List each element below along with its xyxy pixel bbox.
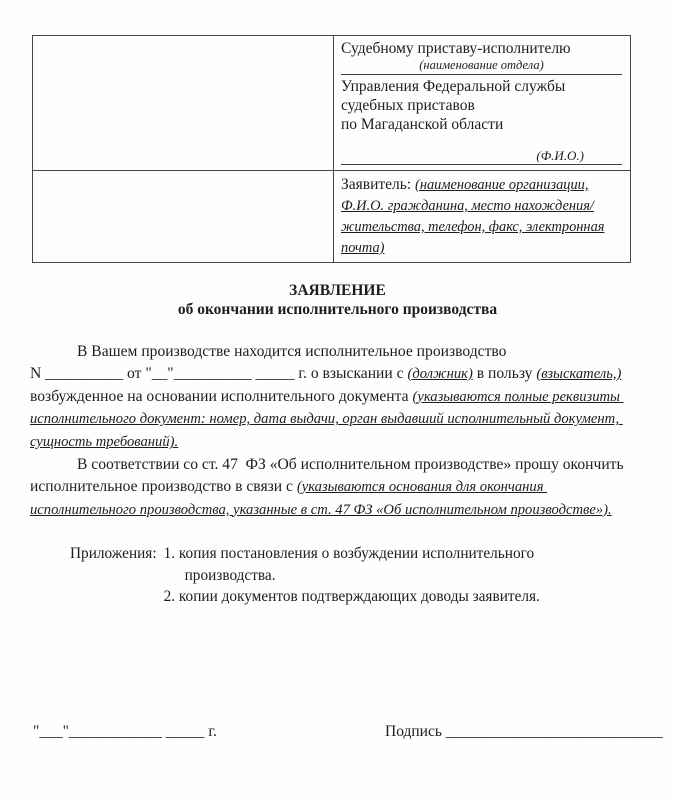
document-title [0, 281, 675, 319]
p1-intro: В Вашем производстве находится исполнительное производство [77, 343, 507, 360]
claimant-hint: (взыскатель,) [536, 365, 622, 382]
signature-label: Подпись [385, 723, 446, 740]
header-table [32, 35, 631, 263]
termination-grounds-hint: (указываются основания для окончания исполнительного производства, указанные в ст. 47 ФЗ «Об исполнительном производстве»). [30, 478, 612, 518]
document-body [30, 341, 648, 521]
signature-blank: ____________________________ [445, 723, 663, 740]
title-line2: об окончании исполнительного производства [177, 301, 498, 318]
applicant-label: Заявитель: [341, 176, 416, 193]
document-details-hint: (указываются полные реквизиты исполнительного документ: номер, дата выдачи, орган выдавший исполнительный документ, сущность требований). [30, 388, 624, 451]
paragraph-case-info [30, 341, 648, 454]
header-empty-cell [33, 36, 334, 171]
attachments-section [70, 543, 556, 608]
debtor-hint: (должник) [407, 365, 473, 382]
attachment-item: 1. копия постановления о возбуждении исполнительного производства. [163, 545, 535, 584]
recipient-line4: по Магаданской области [341, 116, 504, 133]
date-blank-line: "___"____________ _____ г. [33, 723, 217, 740]
attachments-label: Приложения: [70, 545, 157, 562]
title-line1: ЗАЯВЛЕНИЕ [289, 282, 386, 299]
recipient-line2: Управления Федеральной службы [341, 78, 566, 95]
attachments-list [164, 543, 556, 608]
p1-case-number-line: N __________ от "__"__________ _____ г. о взыскании с [30, 364, 408, 382]
p1-continuation: возбужденное на основании исполнительного документа [30, 387, 413, 405]
fio-blank-field: (Ф.И.О.) [341, 148, 622, 165]
attachment-item: 2. копии документов подтверждающих доводы заявителя. [163, 588, 540, 605]
signature-line [385, 723, 663, 741]
applicant-hint: (наименование организации, Ф.И.О. гражданина, место нахождения/жительства, телефон, факс, электронная почта) [341, 177, 605, 256]
header-empty-cell-2 [33, 171, 334, 263]
applicant-cell [334, 171, 631, 263]
recipient-line1: Судебному приставу-исполнителю [341, 40, 571, 57]
recipient-cell [334, 36, 631, 171]
department-blank-field: (наименование отдела) [341, 58, 622, 75]
p1-mid: в пользу [472, 364, 537, 382]
recipient-line3: судебных приставов [341, 97, 475, 114]
paragraph-request [30, 454, 648, 521]
p2-text: В соответствии со ст. 47 ФЗ «Об исполнительном производстве» прошу окончить исполнительное производство в связи с [30, 455, 628, 495]
